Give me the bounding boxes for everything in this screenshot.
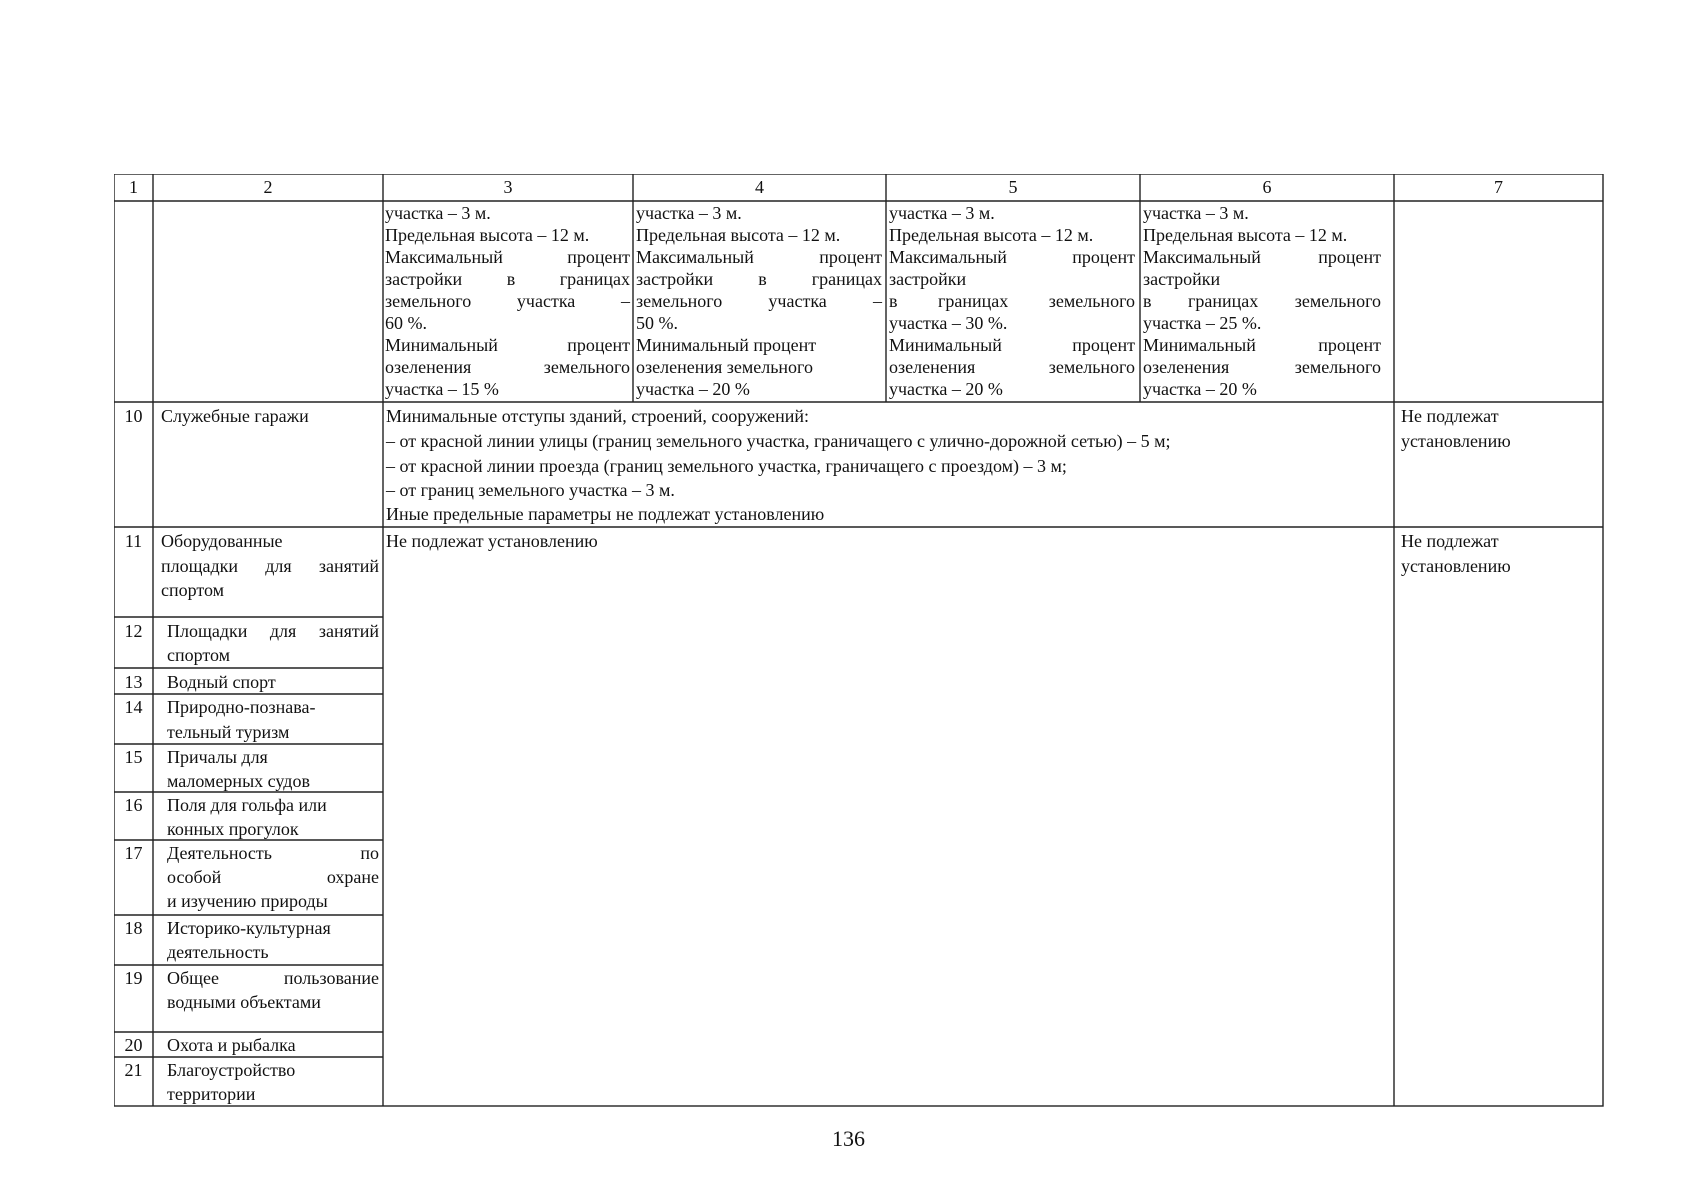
text-line: участка – 20 %	[889, 379, 1003, 399]
text-line: в границах земельного	[889, 291, 1135, 311]
row-name-line: и изучению природы	[167, 891, 328, 911]
text-line: застройки	[1143, 269, 1221, 289]
row-name-line: Площадки для занятий	[167, 621, 379, 641]
row-number: 13	[124, 672, 143, 692]
row-name-line: Общее пользование	[167, 968, 379, 988]
text-line: озеленения земельного	[889, 357, 1135, 377]
row-name-line: спортом	[161, 580, 225, 600]
regulations-table	[114, 174, 1604, 1107]
text-line: Максимальный процент	[889, 247, 1135, 267]
row-name-line: площадки для занятий	[161, 556, 379, 576]
text-line: земельного участка –	[385, 291, 630, 311]
text-line: – от границ земельного участка – 3 м.	[386, 480, 675, 500]
text-line: Минимальный процент	[1143, 335, 1381, 355]
text-line: участка – 25 %.	[1143, 313, 1262, 333]
header-col-2: 2	[263, 177, 273, 197]
text-line: участка – 3 м.	[889, 203, 995, 223]
text-line: Предельная высота – 12 м.	[889, 225, 1094, 245]
row-name-line: Деятельность по	[167, 843, 379, 863]
text-line: Максимальный процент	[636, 247, 882, 267]
row-name-line: конных прогулок	[167, 819, 299, 839]
text-line: озеленения земельного	[385, 357, 630, 377]
row-name-line: деятельность	[167, 942, 269, 962]
text-line: участка – 3 м.	[636, 203, 742, 223]
row-number: 15	[124, 747, 143, 767]
text-line: Минимальные отступы зданий, строений, сооружений:	[386, 406, 810, 426]
header-col-3: 3	[503, 177, 513, 197]
row-number: 14	[124, 697, 143, 717]
text-line: – от красной линии улицы (границ земельного участка, граничащего с улично-дорожной сетью) – 5 м;	[386, 431, 1171, 451]
row-name-line: Природно-познава-	[167, 697, 316, 717]
row-name-line: Историко-культурная	[167, 918, 331, 938]
row-name-line: Причалы для	[167, 747, 268, 767]
header-col-7: 7	[1494, 177, 1503, 197]
header-col-1: 1	[129, 177, 138, 197]
row-number: 10	[124, 406, 143, 426]
row-number: 21	[124, 1060, 143, 1080]
text-line: Предельная высота – 12 м.	[1143, 225, 1348, 245]
text-line: участка – 20 %	[1143, 379, 1257, 399]
row-name-line: спортом	[167, 645, 231, 665]
text-line: участка – 3 м.	[385, 203, 491, 223]
row-number: 12	[124, 621, 143, 641]
text-line: участка – 20 %	[636, 379, 750, 399]
row-number: 17	[124, 843, 143, 863]
row-name-line: Охота и рыбалка	[167, 1035, 296, 1055]
row-number: 19	[124, 968, 143, 988]
header-col-6: 6	[1262, 177, 1272, 197]
row-11-col7-line1: Не подлежат	[1401, 531, 1499, 551]
text-line: застройки в границах	[636, 269, 882, 289]
page-number: 136	[832, 1126, 865, 1151]
row-number: 16	[124, 795, 143, 815]
text-line: – от красной линии проезда (границ земельного участка, граничащего с проездом) – 3 м;	[386, 456, 1067, 476]
text-line: Максимальный процент	[1143, 247, 1381, 267]
text-line: озеленения земельного	[636, 357, 813, 377]
row-number: 11	[124, 531, 143, 551]
row-name-line: Благоустройство	[167, 1060, 296, 1080]
row-number: 18	[124, 918, 143, 938]
text-line: Предельная высота – 12 м.	[636, 225, 841, 245]
header-col-5: 5	[1008, 177, 1018, 197]
text-line: участка – 3 м.	[1143, 203, 1249, 223]
text-line: застройки	[889, 269, 967, 289]
row-name-line: территории	[167, 1084, 256, 1104]
row-11-params: Не подлежат установлению	[386, 531, 598, 551]
text-line: Предельная высота – 12 м.	[385, 225, 590, 245]
text-line: участка – 30 %.	[889, 313, 1008, 333]
row-name: Служебные гаражи	[161, 406, 309, 426]
row-number: 20	[124, 1035, 143, 1055]
text-line: Иные предельные параметры не подлежат установлению	[386, 504, 825, 524]
row-name-line: маломерных судов	[167, 771, 310, 791]
row-name-line: водными объектами	[167, 992, 321, 1012]
text-line: земельного участка –	[636, 291, 882, 311]
row-name-line: Оборудованные	[161, 531, 283, 551]
text-line: застройки в границах	[385, 269, 630, 289]
text-line: Минимальный процент	[385, 335, 630, 355]
row-name-line: тельный туризм	[167, 722, 290, 742]
row-name-line: Водный спорт	[167, 672, 276, 692]
row-10-col7-line1: Не подлежат	[1401, 406, 1499, 426]
text-line: озеленения земельного	[1143, 357, 1381, 377]
row-10-col7-line2: установлению	[1401, 431, 1511, 451]
text-line: Максимальный процент	[385, 247, 630, 267]
row-name-line: особой охране	[167, 867, 379, 887]
text-line: 60 %.	[385, 313, 427, 333]
text-line: участка – 15 %	[385, 379, 499, 399]
text-line: в границах земельного	[1143, 291, 1381, 311]
row-11-col7-line2: установлению	[1401, 556, 1511, 576]
text-line: 50 %.	[636, 313, 678, 333]
text-line: Минимальный процент	[636, 335, 817, 355]
row-name-line: Поля для гольфа или	[167, 795, 327, 815]
header-col-4: 4	[755, 177, 764, 197]
text-line: Минимальный процент	[889, 335, 1135, 355]
